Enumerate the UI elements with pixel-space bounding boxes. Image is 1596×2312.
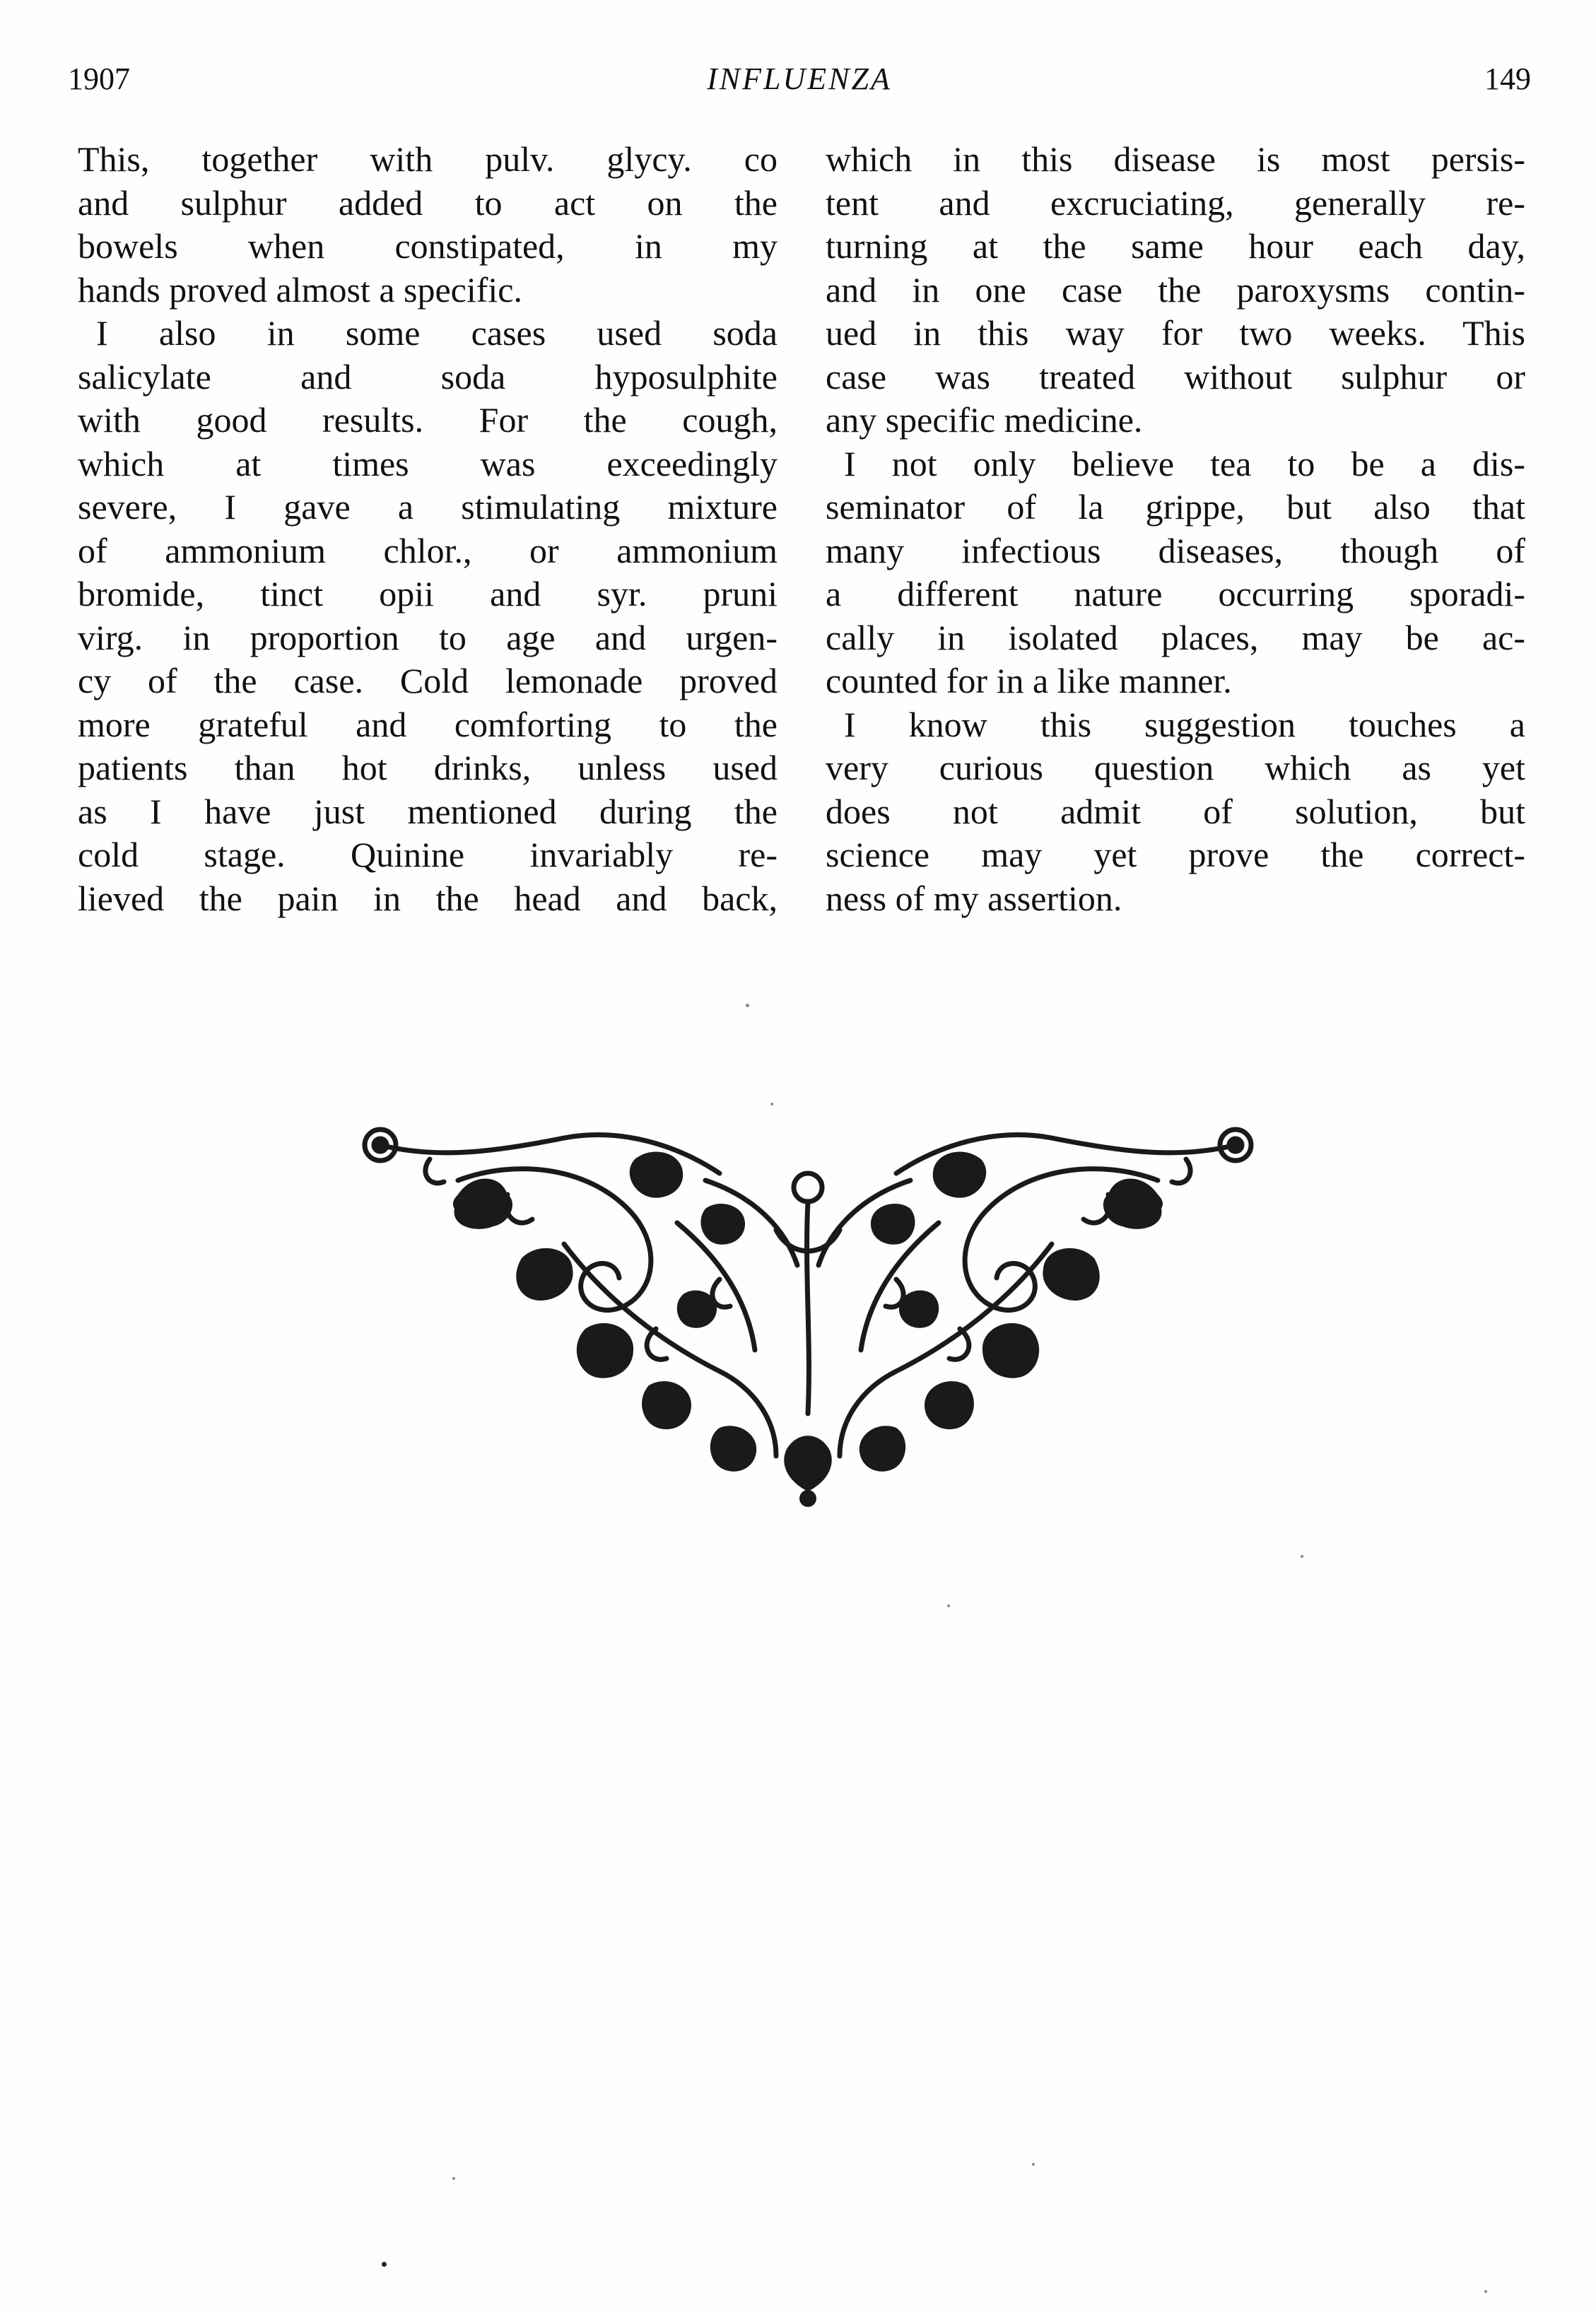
text-line: cold stage. Quinine invariably re- bbox=[78, 835, 778, 874]
page-number: 149 bbox=[1484, 61, 1531, 96]
text-line: very curious question which as yet bbox=[826, 748, 1525, 787]
text-line: bowels when constipated, in my bbox=[78, 226, 778, 266]
scan-speck bbox=[452, 2177, 455, 2180]
text-line: seminator of la grippe, but also that bbox=[826, 487, 1525, 527]
running-head bbox=[68, 58, 1531, 100]
text-line: salicylate and soda hyposulphite bbox=[78, 356, 778, 397]
text-line: cy of the case. Cold lemonade proved bbox=[78, 661, 778, 700]
text-line: cally in isolated places, may be ac- bbox=[826, 617, 1525, 657]
text-line: more grateful and comforting to the bbox=[78, 704, 778, 744]
right-text-column bbox=[826, 138, 1525, 920]
text-line: bromide, tinct opii and syr. pruni bbox=[78, 574, 778, 614]
text-line: science may yet prove the correct- bbox=[826, 835, 1525, 874]
text-line: and in one case the paroxysms contin- bbox=[826, 269, 1525, 310]
text-line: ued in this way for two weeks. This bbox=[826, 313, 1525, 353]
text-line: does not admit of solution, but bbox=[826, 791, 1525, 831]
text-line: This, together with pulv. glycy. co bbox=[78, 139, 778, 179]
text-line: lieved the pain in the head and back, bbox=[78, 878, 778, 918]
text-line: I know this suggestion touches a bbox=[844, 704, 1525, 744]
header-year: 1907 bbox=[68, 61, 130, 96]
text-line: hands proved almost a specific. bbox=[78, 269, 522, 310]
text-line: any specific medicine. bbox=[826, 400, 1143, 440]
text-line: turning at the same hour each day, bbox=[826, 226, 1525, 266]
scan-speck bbox=[1484, 2290, 1487, 2293]
text-line: I not only believe tea to be a dis- bbox=[844, 443, 1525, 483]
text-line: of ammonium chlor., or ammonium bbox=[78, 530, 778, 570]
text-line: and sulphur added to act on the bbox=[78, 182, 778, 223]
text-line: counted for in a like manner. bbox=[826, 661, 1232, 700]
header-title: INFLUENZA bbox=[707, 61, 892, 96]
text-line: with good results. For the cough, bbox=[78, 400, 778, 440]
scan-speck bbox=[770, 1103, 773, 1105]
text-line: tent and excruciating, generally re- bbox=[826, 182, 1525, 223]
text-line: I also in some cases used soda bbox=[96, 313, 778, 353]
scan-speck bbox=[1032, 2163, 1035, 2166]
text-line: which at times was exceedingly bbox=[78, 443, 778, 483]
text-line: patients than hot drinks, unless used bbox=[78, 748, 778, 787]
text-line: case was treated without sulphur or bbox=[826, 356, 1525, 397]
text-line: many infectious diseases, though of bbox=[826, 530, 1525, 570]
floral-tailpiece-ornament-icon bbox=[352, 1117, 1264, 1513]
text-line: which in this disease is most persis- bbox=[826, 139, 1525, 179]
scan-speck bbox=[947, 1604, 950, 1607]
text-line: as I have just mentioned during the bbox=[78, 791, 778, 831]
text-line: virg. in proportion to age and urgen- bbox=[78, 617, 778, 657]
scan-speck bbox=[1301, 1555, 1303, 1558]
text-line: severe, I gave a stimulating mixture bbox=[78, 487, 778, 527]
text-line: a different nature occurring sporadi- bbox=[826, 574, 1525, 614]
text-line: ness of my assertion. bbox=[826, 878, 1122, 918]
scan-speck bbox=[382, 2262, 387, 2267]
scan-speck bbox=[746, 1004, 749, 1007]
left-text-column bbox=[78, 138, 778, 920]
